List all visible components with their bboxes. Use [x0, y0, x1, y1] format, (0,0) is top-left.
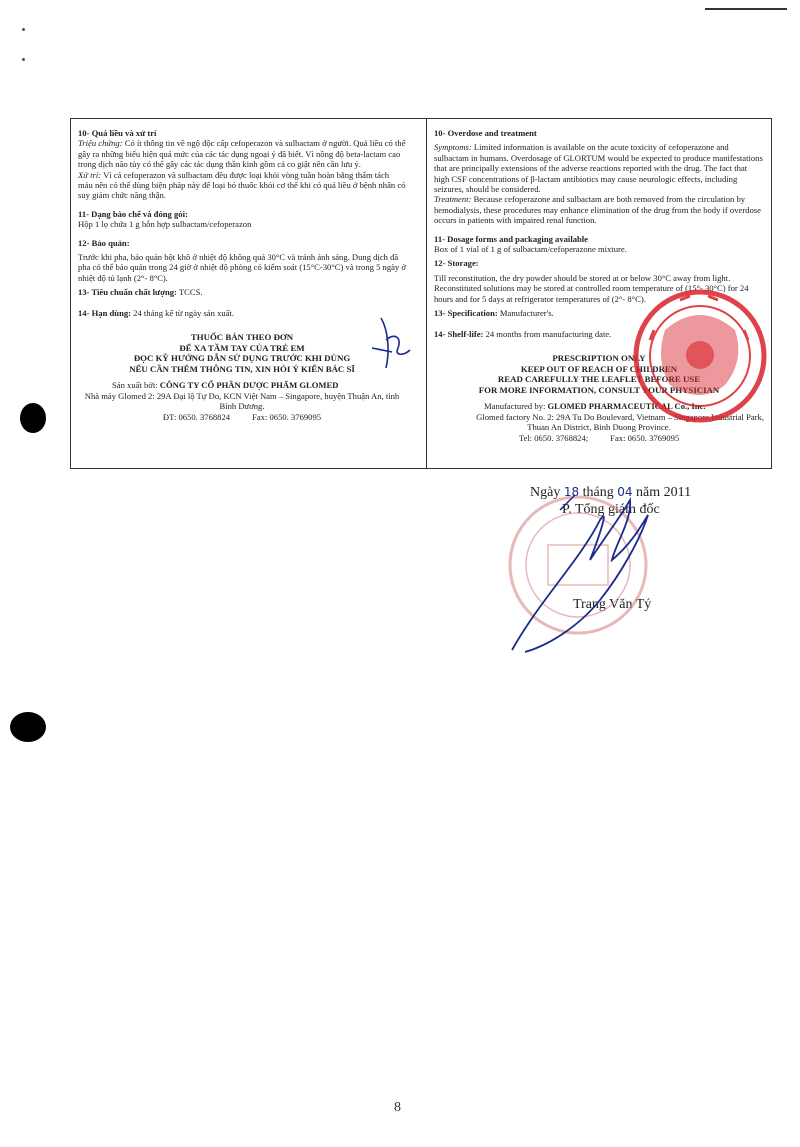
section-title: 11- Dosage forms and packaging available — [434, 233, 588, 244]
section-text: TCCS. — [178, 287, 203, 298]
section-title: 14- Shelf-life: — [434, 328, 484, 339]
paragraph-text: Limited information is available on the acute toxicity of cefoperazone and sulbactam in humans. Overdosage of GLORTUM would be expected to produce manifestations that are principally extensions of the adverse reactions reported with the drug. The fact that high CSF concentrations of β-lactam antibiotics may cause neurologic effects, including seizures, should be considered. — [434, 142, 763, 195]
fax-number: Fax: 0650. 3769095 — [610, 432, 680, 443]
date-prefix: Ngày — [530, 485, 561, 500]
manufacturer-name: GLOMED PHARMACEUTICAL Co., Inc. — [547, 401, 706, 412]
paragraph-text: Có ít thông tin về ngộ độc cấp cefoperazon và sulbactam ở người. Quá liều có thể gây ra những biểu hiện quá mức của các tác dụng ngoại ý đã biết. Vì nồng độ beta-lactam cao trong dịch não tủy có thể gây các tác dụng thần kinh gồm cả co giật nên cần lưu ý. — [78, 138, 406, 170]
section-title: 12- Storage: — [434, 258, 479, 269]
section-title: 10- Overdose and treatment — [434, 128, 537, 138]
initials-mark — [372, 318, 410, 368]
paragraph-label: Treatment: — [434, 194, 472, 205]
paragraph-text: Vì cả cefoperazon và sulbactam đều được loại khỏi vòng tuần hoàn bằng thẩm tách máu nên có thể dùng biện pháp này để loại bỏ thuốc khỏi cơ thể khi có quá liều ở bệnh nhân có suy giảm chức năng thận. — [78, 169, 406, 201]
handwritten-signature — [512, 500, 648, 652]
faded-seal-stamp — [510, 497, 646, 633]
section-text: Hộp 1 lọ chứa 1 g hỗn hợp sulbactam/cefoperazon — [78, 219, 252, 230]
date-day: 18 — [563, 485, 580, 499]
manufacturer-name: CÔNG TY CỔ PHẦN DƯỢC PHẨM GLOMED — [159, 380, 339, 391]
warning-line: ĐỂ XA TẦM TAY CỦA TRẺ EM — [179, 342, 305, 353]
paragraph-text: Because cefoperazone and sulbactam are both removed from the circulation by hemodialysis, these procedures may enhance elimination of the drug from the body if overdose occurs in patients with impaired renal function. — [434, 194, 761, 226]
section-title: 13- Specification: — [434, 308, 498, 319]
warning-line: NẾU CẦN THÊM THÔNG TIN, XIN HỎI Ý KIẾN BÁC SĨ — [129, 363, 355, 374]
section-text: 24 tháng kể từ ngày sản xuất. — [133, 307, 235, 318]
warning-line: THUỐC BÁN THEO ĐƠN — [190, 332, 294, 343]
warning-line: FOR MORE INFORMATION, CONSULT YOUR PHYSICIAN — [478, 384, 720, 395]
page-number: 8 — [394, 1100, 401, 1115]
warning-line: ĐỌC KỸ HƯỚNG DẪN SỬ DỤNG TRƯỚC KHI DÙNG — [133, 353, 351, 364]
paragraph-label: Symptoms: — [434, 142, 472, 153]
signatory-name: Trang Văn Tý — [573, 597, 652, 612]
section-text: 24 months from manufacturing date. — [485, 328, 612, 339]
warning-line: PRESCRIPTION ONLY — [552, 352, 646, 363]
section-title: 13- Tiêu chuẩn chất lượng: — [78, 287, 177, 298]
fax-number: Fax: 0650. 3769095 — [252, 411, 322, 422]
section-title: 14- Hạn dùng: — [78, 307, 132, 318]
paragraph-label: Triệu chứng: — [78, 138, 123, 149]
phone-number: Tel: 0650. 3768824; — [518, 432, 589, 443]
phone-number: ĐT: 0650. 3768824 — [162, 411, 231, 422]
factory-address: Glomed factory No. 2: 29A Tu Do Boulevard, Vietnam – Singapore Industrial Park, — [476, 411, 764, 422]
section-title: 10- Quá liều và xử trí — [78, 128, 157, 138]
signatory-title: P. Tổng giám đốc — [562, 502, 660, 517]
warning-line: READ CAREFULLY THE LEAFLET BEFORE USE — [497, 374, 701, 385]
date-month-word: tháng — [582, 485, 614, 500]
warning-line: KEEP OUT OF REACH OF CHILDREN — [520, 363, 678, 374]
section-title: 12- Bảo quản: — [78, 237, 130, 248]
date-month: 04 — [617, 485, 633, 499]
section-text: Manufacturer's. — [499, 308, 554, 319]
section-text: Trước khi pha, bảo quản bột khô ở nhiệt độ không quá 30°C và tránh ánh sáng. Dung dịch đã pha có thể bảo quản trong 24 giờ ở nhiệt độ phòng có kiểm soát (15°C-30°C) và trong 5 ngày ở nhiệt độ tủ lạnh (2°- 8°C). — [78, 252, 406, 283]
section-title: 11- Dạng bào chế và đóng gói: — [78, 208, 188, 219]
date-year: năm 2011 — [636, 485, 692, 500]
factory-address: Thuan An District, Binh Duong Province. — [527, 422, 671, 433]
section-text: Box of 1 vial of 1 g of sulbactam/cefoperazone mixture. — [434, 244, 627, 255]
red-company-stamp — [636, 292, 764, 420]
manufacturer-label: Manufactured by: — [484, 401, 546, 412]
manufacturer-label: Sản xuất bởi: — [112, 380, 158, 391]
paragraph-label: Xử trí: — [78, 169, 102, 180]
section-text: Till reconstitution, the dry powder should be stored at or below 30°C away from light. Reconstituted solutions may be stored at controlled room temperature of (15°- 30°C) for 24 hours and for 5 days at refrigerator temperatures of (2°- 8°C). — [434, 272, 749, 304]
factory-address: Nhà máy Glomed 2: 29A Đại lộ Tự Do, KCN Việt Nam – Singapore, huyện Thuận An, tỉnh Bình Dương. — [84, 390, 400, 412]
